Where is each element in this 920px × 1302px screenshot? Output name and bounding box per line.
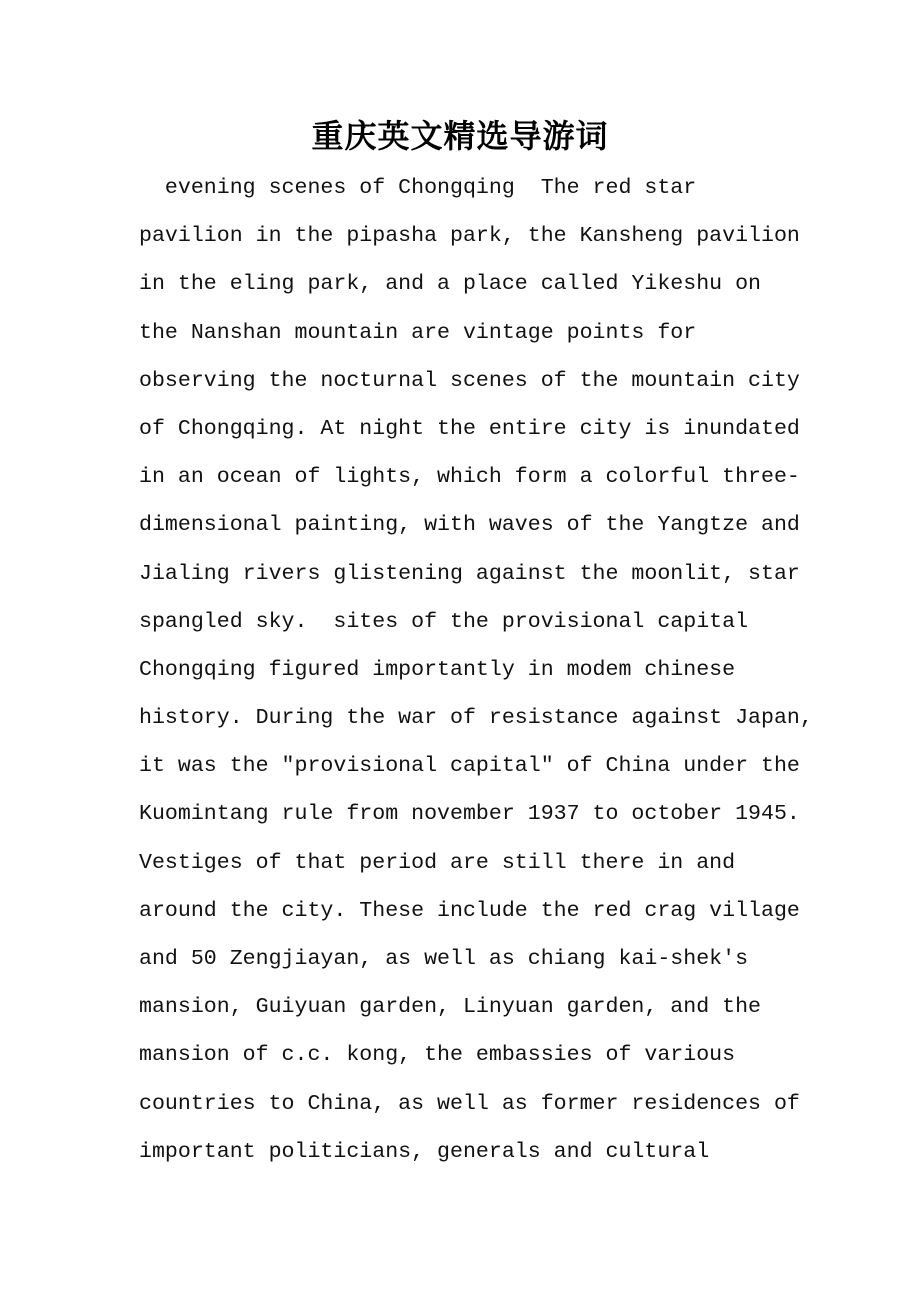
body-line: evening scenes of Chongqing The red star bbox=[139, 176, 697, 200]
body-line: Chongqing figured importantly in modem chinese bbox=[139, 657, 736, 682]
body-line: in the eling park, and a place called Yikeshu on bbox=[139, 272, 762, 297]
body-line: of Chongqing. At night the entire city is inundated bbox=[139, 416, 800, 441]
body-line: dimensional painting, with waves of the Yangtze and bbox=[139, 513, 800, 538]
body-line: countries to China, as well as former residences of bbox=[139, 1091, 800, 1116]
body-line: spangled sky. sites of the provisional capital bbox=[139, 609, 749, 634]
body-line: history. During the war of resistance against Japan, bbox=[139, 706, 813, 731]
body-line: Jialing rivers glistening against the moonlit, star bbox=[139, 561, 800, 586]
body-line: Vestiges of that period are still there in and bbox=[139, 850, 736, 875]
body-line: Kuomintang rule from november 1937 to october 1945. bbox=[139, 802, 800, 827]
body-line: in an ocean of lights, which form a colorful three- bbox=[139, 465, 800, 490]
body-line: important politicians, generals and cultural bbox=[139, 1139, 710, 1164]
body-line: around the city. These include the red crag village bbox=[139, 898, 800, 923]
body-line: observing the nocturnal scenes of the mountain city bbox=[139, 368, 800, 393]
body-line: it was the "provisional capital" of China under the bbox=[139, 754, 800, 779]
body-line: the Nanshan mountain are vintage points for bbox=[139, 320, 697, 345]
document-title: 重庆英文精选导游词 bbox=[311, 117, 609, 155]
body-line: and 50 Zengjiayan, as well as chiang kai-shek's bbox=[139, 947, 749, 971]
document-body bbox=[139, 164, 813, 1176]
body-line: pavilion in the pipasha park, the Kansheng pavilion bbox=[139, 224, 800, 249]
body-line: mansion of c.c. kong, the embassies of various bbox=[139, 1043, 736, 1068]
body-line: mansion, Guiyuan garden, Linyuan garden, and the bbox=[139, 995, 762, 1020]
